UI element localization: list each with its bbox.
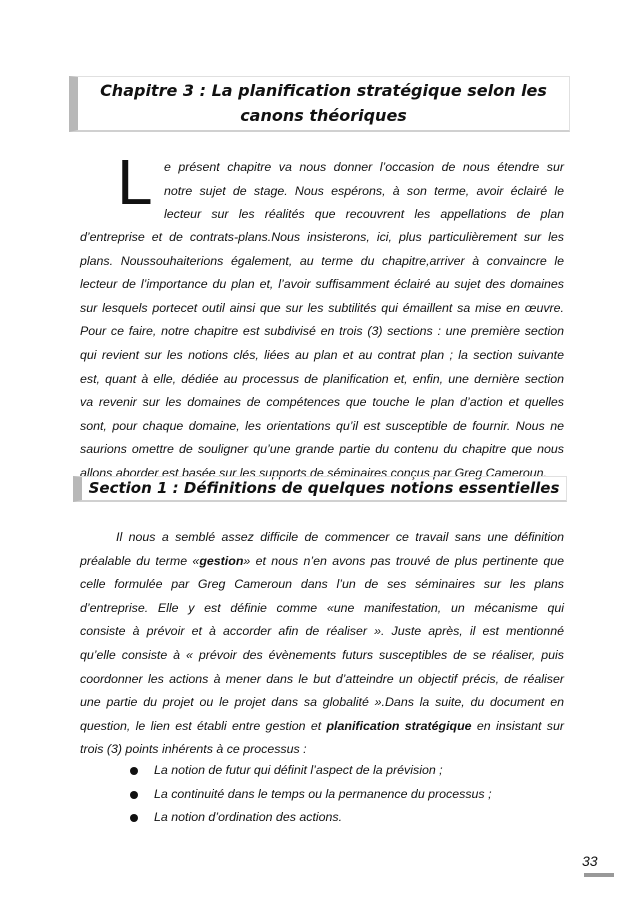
list-item-text: La continuité dans le temps ou la permanence du processus ;	[154, 786, 492, 801]
intro-line: est, quant à elle, dédiée au processus de planification et, enfin, une dernière section	[80, 371, 564, 386]
bullet-icon	[130, 791, 138, 799]
intro-line: e présent chapitre va nous donner l’occasion de nous étendre sur	[164, 160, 564, 174]
body-line: consiste à prévoir et à accorder afin de réaliser ». Juste après, il est mentionné	[80, 624, 564, 639]
body-line: qu’elle consiste à « prévoir des évènements futurs susceptibles de se réaliser, puis	[80, 647, 564, 662]
body-line: coordonner les actions à mener dans le but d’atteindre un objectif précis, de réaliser	[80, 671, 564, 686]
page-number-bar	[584, 873, 614, 877]
list-item-text: La notion de futur qui définit l’aspect de la prévision ;	[154, 763, 443, 777]
intro-line: sur lesquels portecet outil ainsi que sur les subtilités qui émaillent sa mise en œuvre.	[80, 300, 564, 315]
list-item	[130, 806, 492, 830]
intro-line: plans. Noussouhaiterions également, au terme du chapitre,arriver à convaincre le	[80, 253, 564, 268]
intro-line: sont, pour chaque domaine, les orientations qu’il est susceptible de fournir. Nous ne	[80, 418, 564, 433]
body-text: question, le lien est établi entre gestion et	[80, 718, 327, 733]
body-line: d’entreprise. Elle y est définie comme «une manifestation, un mécanisme qui	[80, 600, 564, 615]
intro-line: qui revient sur les notions clés, liées au plan et au contrat plan ; la section suivante	[80, 347, 564, 362]
body-line: celle formulée par Greg Cameroun dans l’un de ses séminaires sur les plans	[80, 577, 564, 592]
body-bold-term: planification stratégique	[326, 718, 472, 733]
chapter-heading	[69, 76, 570, 132]
body-line: Il nous a semblé assez difficile de commencer ce travail sans une définition	[116, 530, 564, 544]
list-item	[130, 759, 492, 783]
intro-line: va revenir sur les domaines de compétences que touche le plan d’action et quelles	[80, 395, 564, 410]
intro-first-lines	[164, 156, 564, 227]
intro-paragraph	[80, 226, 564, 486]
intro-line: notre sujet de stage. Nous espérons, à son terme, avoir éclairé le	[164, 183, 564, 198]
drop-cap: L	[117, 146, 153, 218]
body-text: préalable du terme «	[80, 553, 200, 568]
page-number: 33	[582, 853, 598, 869]
body-line: trois (3) points inhérents à ce processus :	[80, 742, 307, 757]
section-heading	[73, 476, 567, 502]
intro-line: lecteur de l’importance du plan et, l’avoir suffisamment éclairé au sujet des domaines	[80, 277, 564, 292]
intro-line: allons aborder est basée sur les supports de séminaires conçus par Greg Cameroun.	[80, 465, 547, 480]
intro-line: d’entreprise et de contrats-plans.Nous insisterons, ici, plus particulièrement sur les	[80, 230, 564, 244]
body-paragraph	[80, 526, 564, 762]
body-text: » et nous n’en avons pas trouvé de plus pertinente que	[243, 553, 564, 568]
body-text: en insistant sur	[471, 718, 564, 733]
list-item	[130, 783, 492, 807]
chapter-title-line2: canons théoriques	[240, 106, 407, 125]
body-line	[80, 550, 564, 574]
intro-line: Pour ce faire, notre chapitre est subdivisé en trois (3) sections : une première section	[80, 324, 564, 339]
chapter-title-line1: Chapitre 3 : La planification stratégique selon les	[100, 81, 547, 100]
list-item-text: La notion d’ordination des actions.	[154, 810, 343, 825]
body-line	[80, 715, 564, 739]
body-bold-term: gestion	[199, 553, 244, 568]
intro-line: lecteur sur les réalités que recouvrent les appellations de plan	[164, 207, 564, 222]
bullet-icon	[130, 814, 138, 822]
section-title: Section 1 : Définitions de quelques notions essentielles	[88, 479, 560, 497]
bullet-icon	[130, 767, 138, 775]
bullet-list	[130, 759, 492, 830]
body-line: une partie du projet ou le projet dans sa globalité ».Dans la suite, du document en	[80, 695, 564, 710]
intro-line: saurions omettre de souligner qu’une grande partie du contenu du chapitre que nous	[80, 442, 564, 457]
